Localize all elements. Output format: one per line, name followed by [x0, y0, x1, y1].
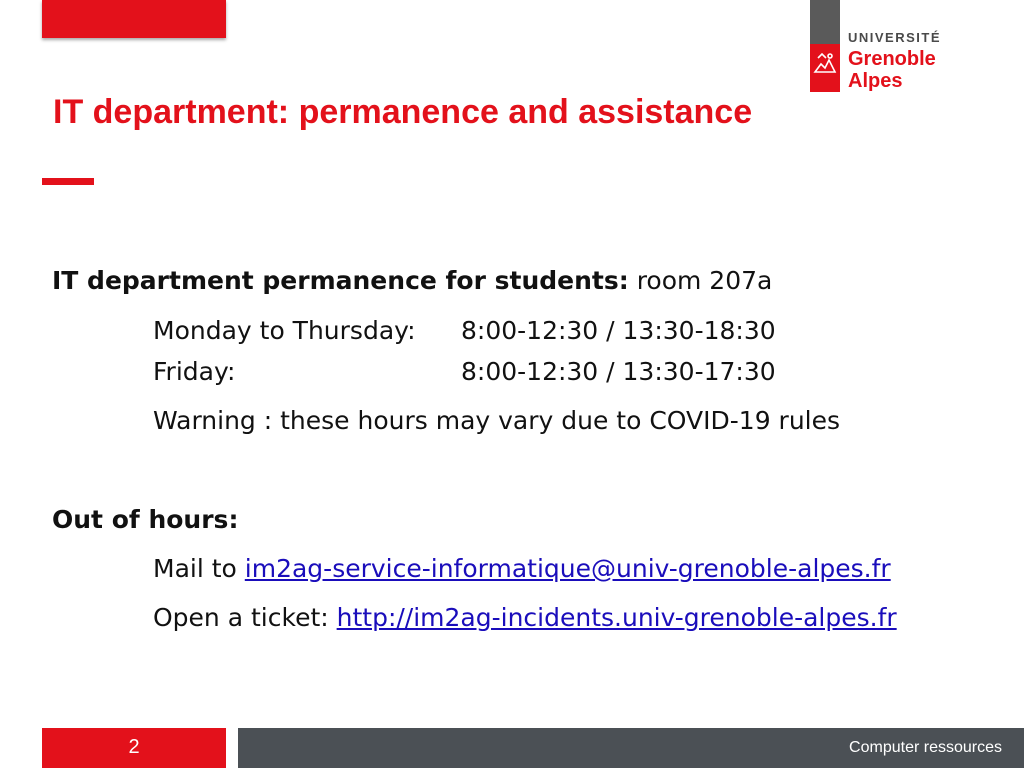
mail-label: Mail to: [153, 554, 237, 583]
page-number: 2: [128, 736, 140, 758]
footer-bar: [238, 728, 1024, 768]
ticket-link[interactable]: http://im2ag-incidents.univ-grenoble-alpes.fr: [336, 603, 897, 632]
logo-grenoble-text: Grenoble: [848, 48, 936, 70]
title-underline: [42, 178, 94, 185]
out-of-hours-heading: Out of hours:: [52, 505, 239, 534]
logo-red-block: [810, 44, 840, 92]
mountain-emblem-icon: [813, 52, 837, 78]
permanence-room: room 207a: [636, 266, 773, 295]
ticket-label: Open a ticket:: [153, 603, 329, 632]
schedule-hours-fri: 8:00-12:30 / 13:30-17:30: [461, 357, 776, 386]
mail-line: [153, 554, 891, 583]
schedule-days-mon-thu: Monday to Thursday:: [153, 316, 416, 345]
logo-alpes-text: Alpes: [848, 70, 903, 92]
permanence-heading: IT department permanence for students:: [52, 266, 629, 295]
schedule-days-fri: Friday:: [153, 357, 236, 386]
logo-universite-text: UNIVERSITÉ: [848, 30, 942, 45]
top-accent-bar: [42, 0, 226, 38]
schedule-hours-mon-thu: 8:00-12:30 / 13:30-18:30: [461, 316, 776, 345]
university-logo: [810, 0, 970, 92]
logo-grey-block: [810, 0, 840, 44]
mail-link[interactable]: im2ag-service-informatique@univ-grenoble-alpes.fr: [244, 554, 891, 583]
covid-warning: Warning : these hours may vary due to COVID-19 rules: [153, 406, 841, 435]
ticket-line: [153, 603, 897, 632]
page-title: IT department: permanence and assistance: [53, 93, 753, 131]
permanence-line: [52, 266, 772, 295]
footer-label: Computer ressources: [849, 739, 1002, 756]
footer-page-block: [42, 728, 226, 768]
